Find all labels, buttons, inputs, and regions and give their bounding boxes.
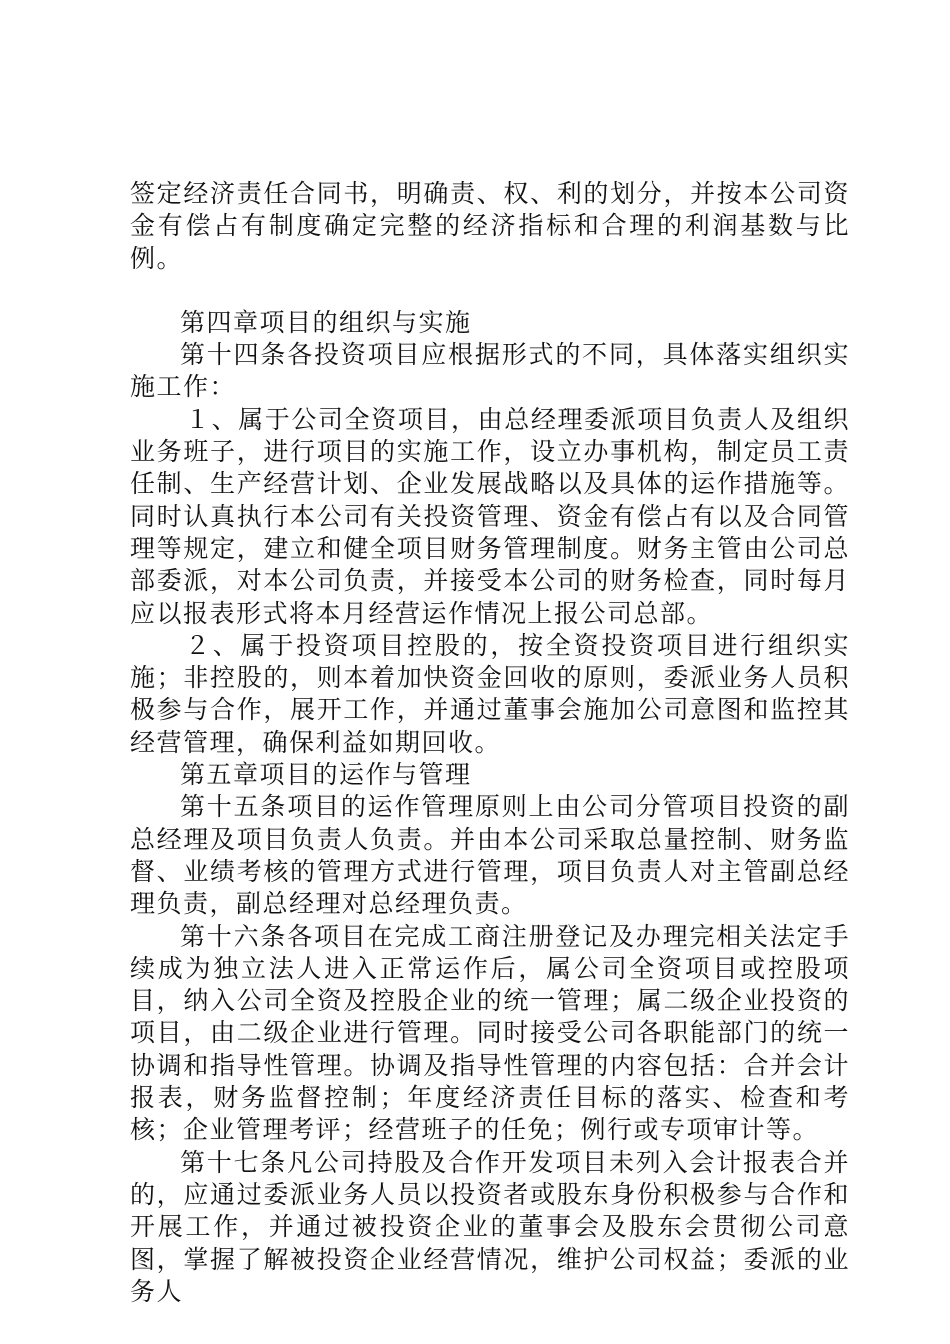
article-14-item-1: １、属于公司全资项目，由总经理委派项目负责人及组织业务班子，进行项目的实施工作，设立办事机构，制定员工责任制、生产经营计划、企业发展战略以及具体的运作措施等。同时认真执行本公司有关投资管理、资金有偿占有以及合同管理等规定，建立和健全项目财务管理制度。财务主管由公司总部委派，对本公司负责，并接受本公司的财务检查，同时每月应以报表形式将本月经营运作情况上报公司总部。 (130, 404, 850, 628)
article-17: 第十七条凡公司持股及合作开发项目未列入会计报表合并的，应通过委派业务人员以投资者或股东身份积极参与合作和开展工作，并通过被投资企业的董事会及股东会贯彻公司意图，掌握了解被投资企业经营情况，维护公司权益；委派的业务人 (130, 1147, 850, 1306)
chapter-heading-5: 第五章项目的运作与管理 (180, 760, 472, 790)
article-14: 第十四条各投资项目应根据形式的不同，具体落实组织实施工作： (130, 340, 850, 402)
chapter-heading-4: 第四章项目的组织与实施 (180, 307, 472, 337)
article-14-item-2: ２、属于投资项目控股的，按全资投资项目进行组织实施；非控股的，则本着加快资金回收的原则，委派业务人员积极参与合作，展开工作，并通过董事会施加公司意图和监控其经营管理，确保利益如期回收。 (130, 630, 850, 757)
paragraph-gap (130, 275, 850, 307)
article-16: 第十六条各项目在完成工商注册登记及办理完相关法定手续成为独立法人进入正常运作后，属公司全资项目或控股项目，纳入公司全资及控股企业的统一管理；属二级企业投资的项目，由二级企业进行管理。同时接受公司各职能部门的统一协调和指导性管理。协调及指导性管理的内容包括：合并会计报表，财务监督控制；年度经济责任目标的落实、检查和考核；企业管理考评；经营班子的任免；例行或专项审计等。 (130, 921, 850, 1145)
paragraph-continuation: 签定经济责任合同书，明确责、权、利的划分，并按本公司资金有偿占有制度确定完整的经济指标和合理的利润基数与比例。 (130, 179, 850, 273)
article-15: 第十五条项目的运作管理原则上由公司分管项目投资的副总经理及项目负责人负责。并由本公司采取总量控制、财务监督、业绩考核的管理方式进行管理，项目负责人对主管副总经理负责，副总经理对总经理负责。 (130, 792, 850, 919)
document-body (130, 178, 850, 1308)
